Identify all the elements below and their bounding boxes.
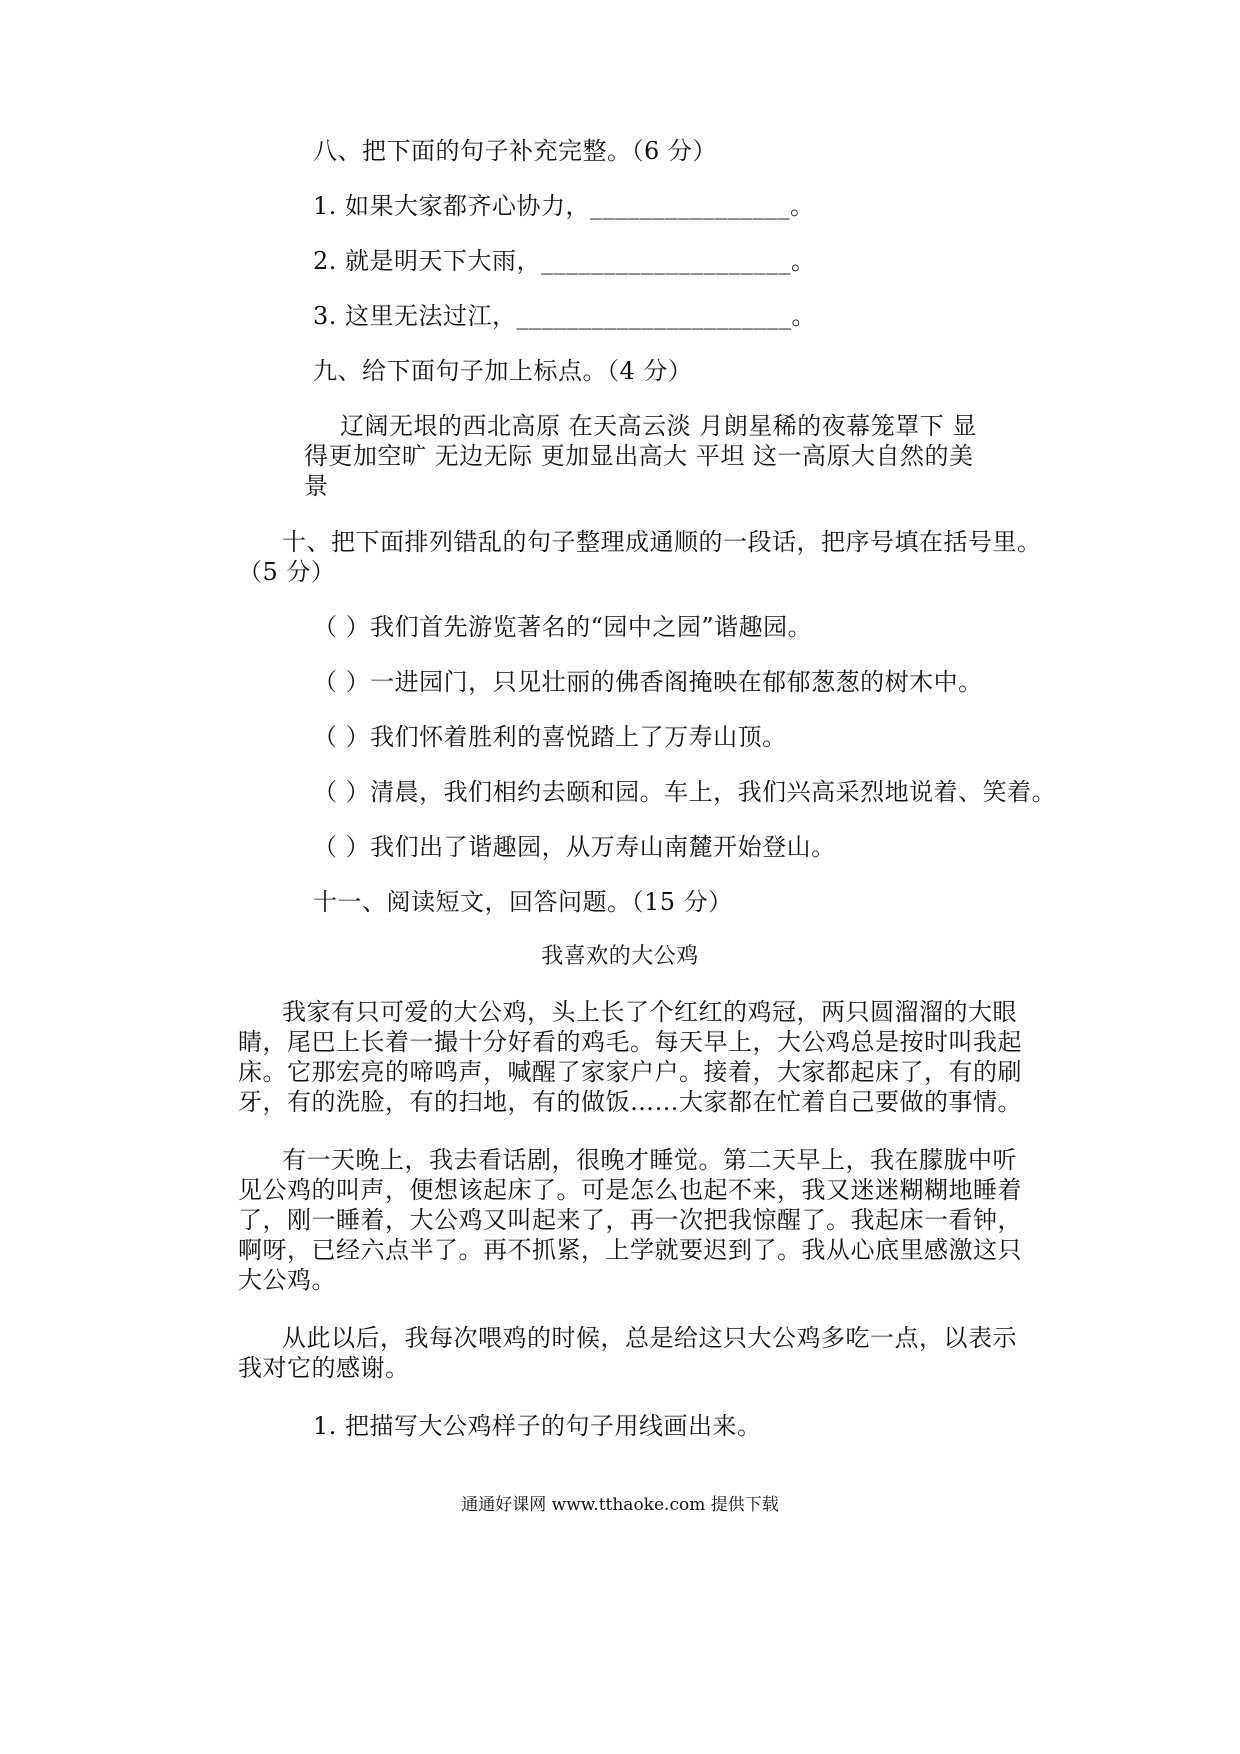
passage-p1-line-2: 睛，尾巴上长着一撮十分好看的鸡毛。每天早上，大公鸡总是按时叫我起 [238,1028,1022,1056]
footer-credit: 通通好课网 www.tthaoke.com 提供下载 [461,1495,779,1515]
passage-p1-line-1: 我家有只可爱的大公鸡，头上长了个红红的鸡冠，两只圆溜溜的大眼 [282,998,1017,1026]
section-8-item-1: 1. 如果大家都齐心协力，________________。 [313,192,815,220]
section-10-heading-line-2: （5 分） [238,558,336,586]
passage-p2-line-4: 啊呀，已经六点半了。再不抓紧，上学就要迟到了。我从心底里感激这只 [238,1236,1022,1264]
section-8-item-3: 3. 这里无法过江，______________________。 [313,302,817,330]
section-10-item-5: （ ）我们出了谐趣园，从万寿山南麓开始登山。 [313,833,836,861]
passage-p2-line-2: 见公鸡的叫声，便想该起床了。可是怎么也起不来，我又迷迷糊糊地睡着 [238,1176,1022,1204]
section-9-line-3: 景 [304,472,329,500]
section-10-item-1: （ ）我们首先游览著名的“园中之园”谐趣园。 [313,613,813,641]
passage-p2-line-5: 大公鸡。 [238,1266,336,1294]
section-9-line-2: 得更加空旷 无边无际 更加显出高大 平坦 这一高原大自然的美 [304,442,974,470]
section-10-heading-line-1: 十、把下面排列错乱的句子整理成通顺的一段话，把序号填在括号里。 [282,528,1042,556]
section-10-item-4: （ ）清晨，我们相约去颐和园。车上，我们兴高采烈地说着、笑着。 [313,778,1057,806]
section-10-item-2: （ ）一进园门，只见壮丽的佛香阁掩映在郁郁葱葱的树木中。 [313,668,983,696]
section-10-item-3: （ ）我们怀着胜利的喜悦踏上了万寿山顶。 [313,723,787,751]
section-9-heading: 九、给下面句子加上标点。（4 分） [313,357,693,385]
section-11-heading: 十一、阅读短文，回答问题。（15 分） [313,888,733,916]
section-8-heading: 八、把下面的句子补充完整。（6 分） [313,137,717,165]
passage-p2-line-1: 有一天晚上，我去看话剧，很晚才睡觉。第二天早上，我在朦胧中听 [282,1146,1017,1174]
passage-p3-line-1: 从此以后，我每次喂鸡的时候，总是给这只大公鸡多吃一点，以表示 [282,1324,1017,1352]
section-8-item-2: 2. 就是明天下大雨，____________________。 [313,247,816,275]
question-1: 1. 把描写大公鸡样子的句子用线画出来。 [313,1412,762,1440]
passage-p1-line-3: 床。它那宏亮的啼鸣声，喊醒了家家户户。接着，大家都起床了，有的刷 [238,1058,1022,1086]
passage-p3-line-2: 我对它的感谢。 [238,1354,410,1382]
passage-p2-line-3: 了，刚一睡着，大公鸡又叫起来了，再一次把我惊醒了。我起床一看钟， [238,1206,1022,1234]
passage-p1-line-4: 牙，有的洗脸，有的扫地，有的做饭……大家都在忙着自己要做的事情。 [238,1088,1022,1116]
section-9-line-1: 辽阔无垠的西北高原 在天高云淡 月朗星稀的夜幕笼罩下 显 [340,412,977,440]
passage-title: 我喜欢的大公鸡 [541,944,699,969]
